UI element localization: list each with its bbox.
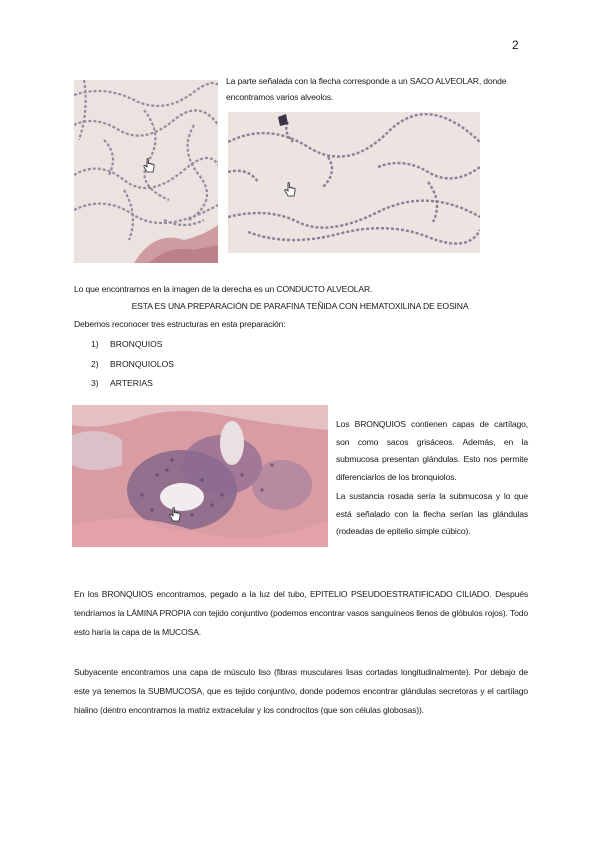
saco-alveolar-micrograph	[74, 80, 218, 263]
page-number: 2	[512, 38, 519, 52]
hand-pointer-icon	[142, 158, 156, 174]
glandulas-description: La sustancia rosada sería la submucosa y lo que está señalado con la flecha serían las glándulas (rodeadas de epitelio simple cúbico).	[336, 491, 528, 536]
hand-pointer-icon	[283, 182, 297, 198]
bronquios-description: Los BRONQUIOS contienen capas de cartílago, son como sacos grisáceos. Además, en la submucosa presentan glándulas. Esto nos permite diferenciarlos de los bronquiolos.	[336, 419, 528, 482]
conducto-alveolar-micrograph	[228, 112, 480, 253]
preparation-title: ESTA ES UNA PREPARACIÓN DE PARAFINA TEÑIDA CON HEMATOXILINA DE EOSINA	[131, 301, 469, 311]
list-item: 1) BRONQUIOS	[91, 339, 163, 349]
saco-alveolar-caption: La parte señalada con la flecha corresponde a un SACO ALVEOLAR, donde encontramos varios alveolos.	[226, 76, 507, 102]
hand-pointer-icon	[168, 507, 182, 523]
list-item: 3) ARTERIAS	[91, 378, 153, 388]
conducto-alveolar-caption: Lo que encontramos en la imagen de la derecha es un CONDUCTO ALVEOLAR.	[74, 284, 373, 294]
paragraph-submucosa: Subyacente encontramos una capa de músculo liso (fibras musculares lisas cortadas longitudinalmente). Por debajo de este ya tenemos la SUBMUCOSA, que es tejido conjuntivo, donde podemos encontrar glándulas secretoras y el cartílago hialino (dentro encontramos la matriz extracelular y los condrocitos (que son células globosas)).	[74, 667, 528, 715]
paragraph-mucosa: En los BRONQUIOS encontramos, pegado a la luz del tubo, EPITELIO PSEUDOESTRATIFICADO CILIADO. Después tendríamos la LÁMINA PROPIA con tejido conjuntivo (podemos encontrar vasos sanguíneos llenos de glóbulos rojos). Todo esto haría la capa de la MUCOSA.	[74, 589, 528, 637]
bronquio-micrograph	[72, 405, 328, 547]
structures-intro: Debemos reconocer tres estructuras en esta preparación:	[74, 319, 286, 329]
list-item: 2) BRONQUIOLOS	[91, 359, 174, 369]
